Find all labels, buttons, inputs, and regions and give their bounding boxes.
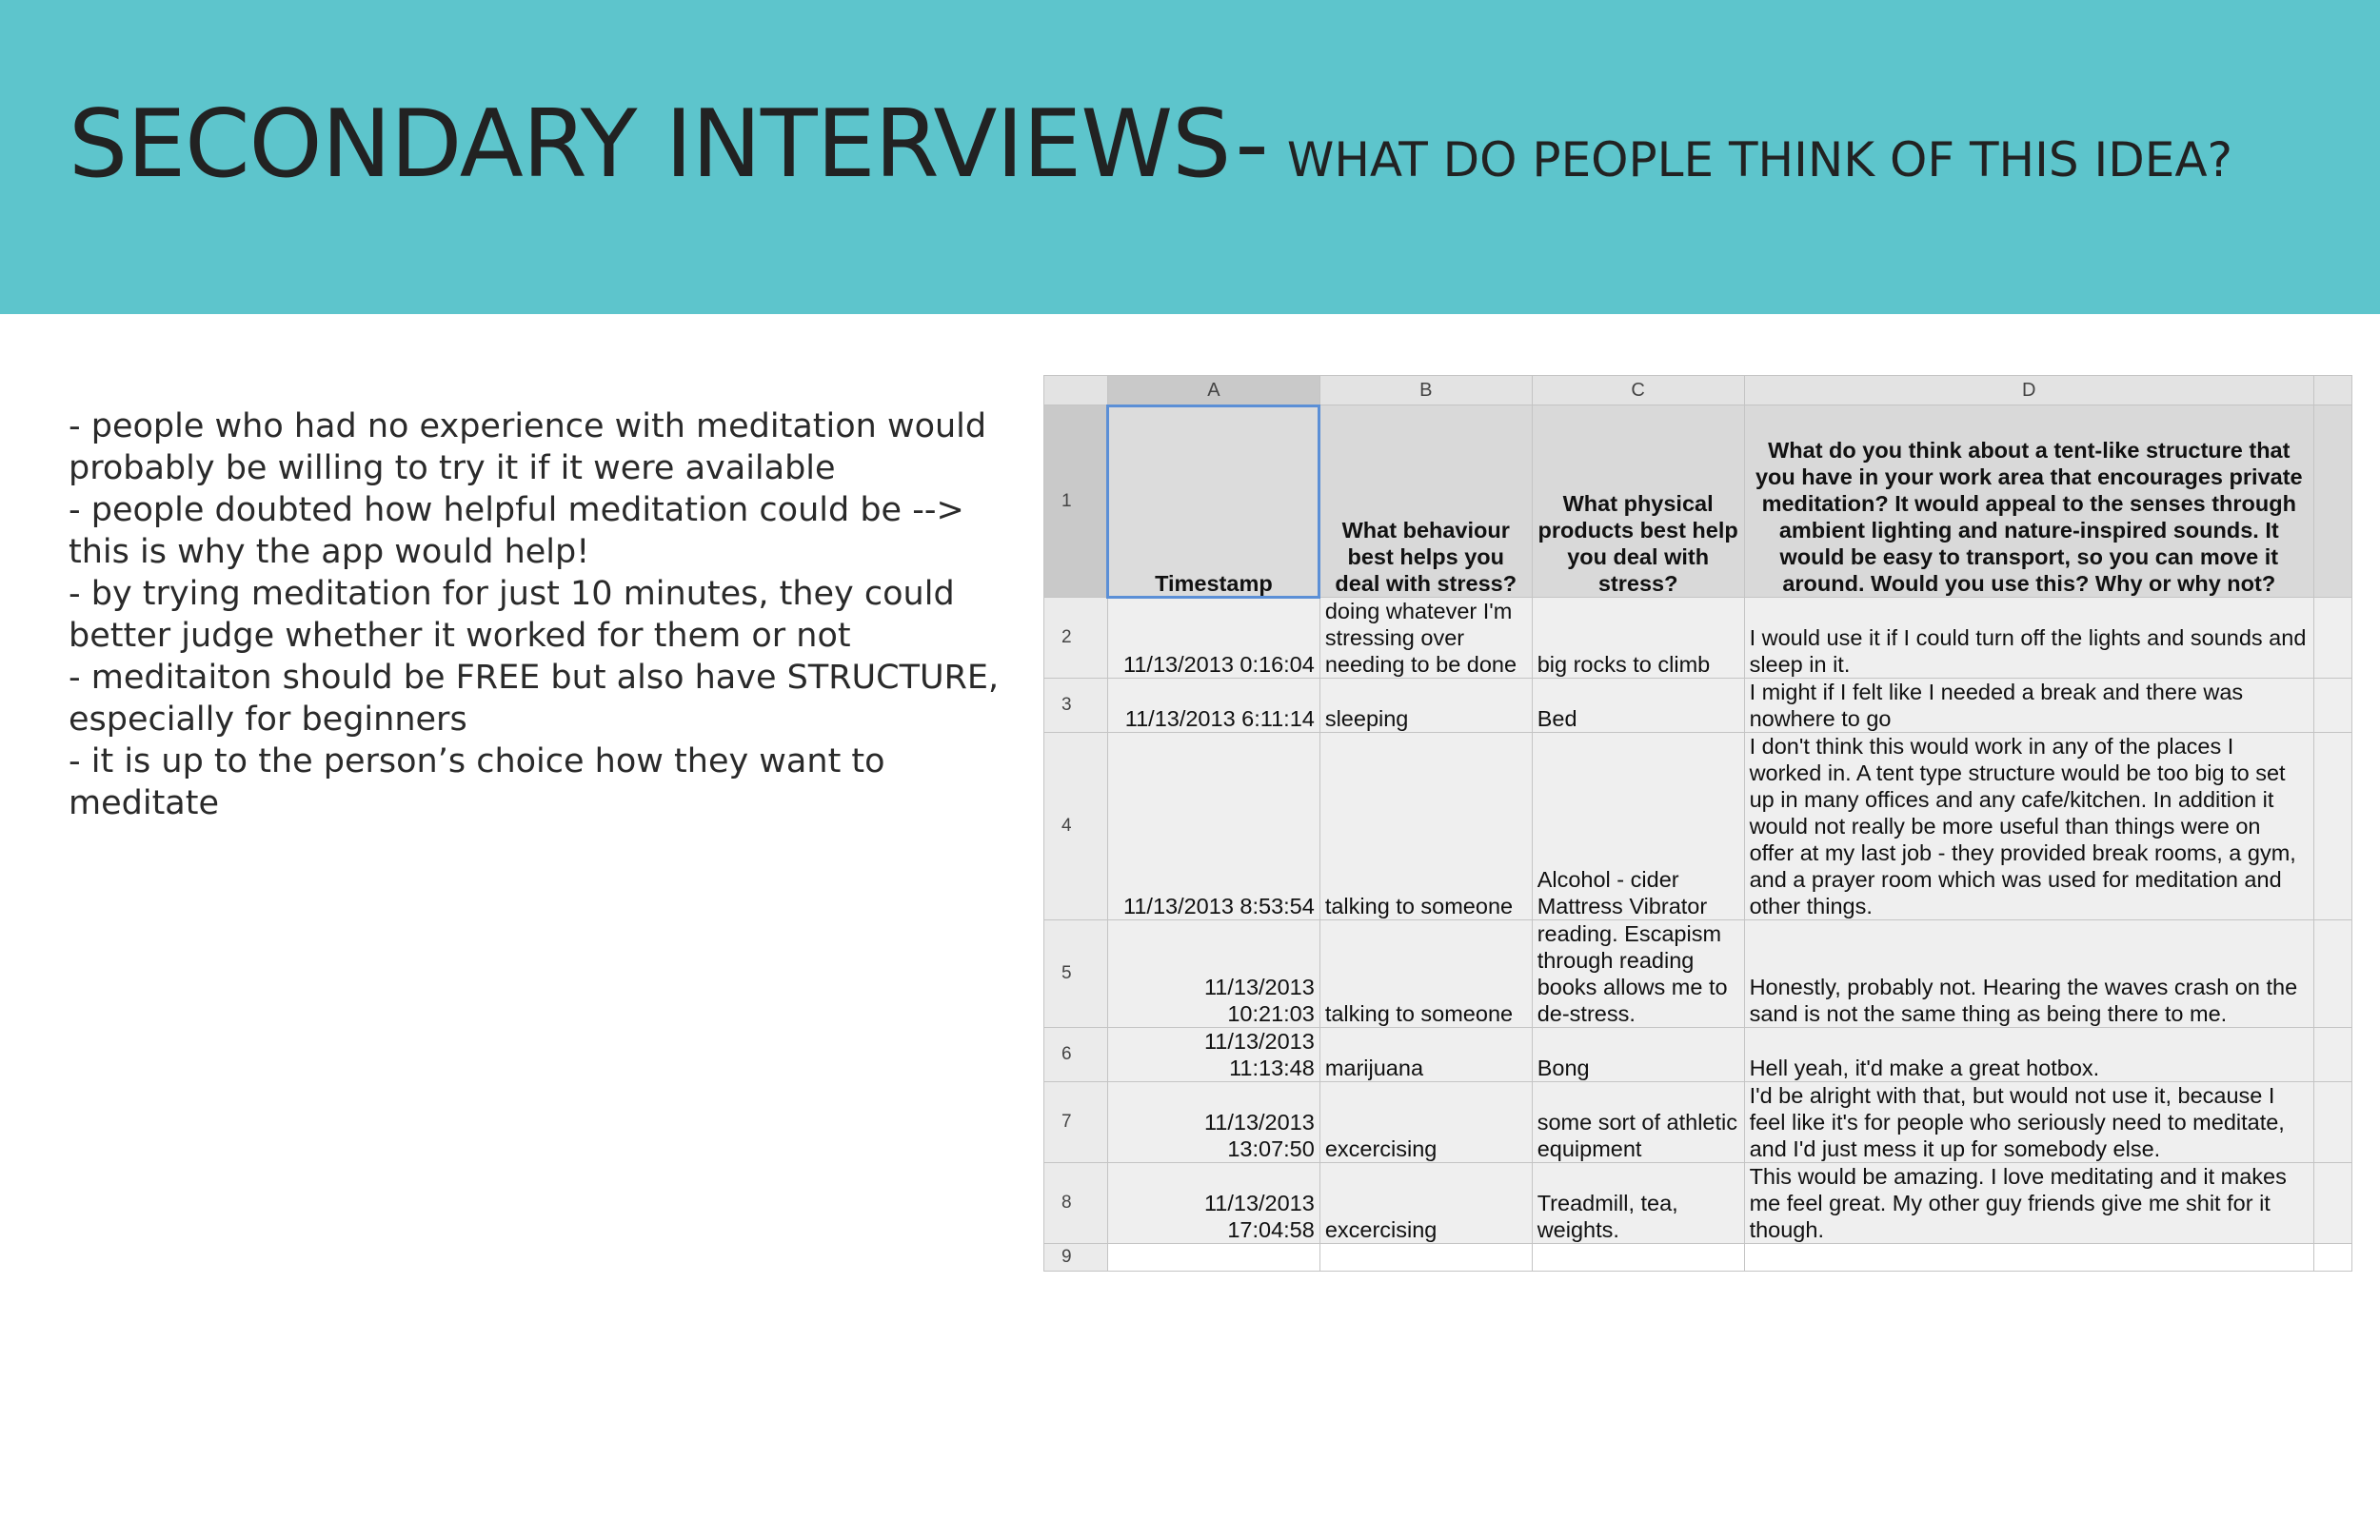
cell-behaviour[interactable]: excercising — [1319, 1163, 1532, 1244]
empty-cell[interactable] — [2313, 1028, 2351, 1082]
title-main: SECONDARY INTERVIEWS — [69, 90, 1231, 199]
finding-item: - it is up to the person’s choice how they want to meditate — [69, 742, 885, 822]
cell-behaviour[interactable]: excercising — [1319, 1082, 1532, 1163]
findings-list — [69, 405, 1030, 824]
row-number[interactable]: 8 — [1044, 1163, 1108, 1244]
table-row-empty — [1044, 1244, 2352, 1272]
table-row — [1044, 1163, 2352, 1244]
table-row — [1044, 733, 2352, 920]
header-cell-opinion[interactable]: What do you think about a tent-like structure that you have in your work area that encourages private meditation? It would appeal to the senses through ambient lighting and nature-inspired sounds. It would be easy to transport, so you can move it around. Would you use this? Why or why not? — [1744, 405, 2313, 598]
cell-timestamp[interactable]: 11/13/2013 10:21:03 — [1107, 920, 1319, 1028]
empty-cell[interactable] — [2313, 679, 2351, 733]
column-header-b[interactable]: B — [1319, 376, 1532, 405]
cell-opinion[interactable]: I don't think this would work in any of the places I worked in. A tent type structure would be too big to set up in many offices and any cafe/kitchen. In addition it would not really be more useful than things were on offer at my last job - they provided break rooms, a gym, and a prayer room which was used for meditation and other things. — [1744, 733, 2313, 920]
cell-timestamp[interactable]: 11/13/2013 17:04:58 — [1107, 1163, 1319, 1244]
title-subtitle: WHAT DO PEOPLE THINK OF THIS IDEA? — [1286, 132, 2233, 188]
empty-cell[interactable] — [2313, 920, 2351, 1028]
cell-products[interactable]: big rocks to climb — [1532, 598, 1744, 679]
row-number[interactable]: 1 — [1044, 405, 1108, 598]
cell-timestamp[interactable]: 11/13/2013 8:53:54 — [1107, 733, 1319, 920]
row-number[interactable]: 7 — [1044, 1082, 1108, 1163]
empty-cell[interactable] — [2313, 733, 2351, 920]
empty-cell[interactable] — [2313, 1082, 2351, 1163]
cell-opinion[interactable]: I might if I felt like I needed a break and there was nowhere to go — [1744, 679, 2313, 733]
header-banner — [0, 0, 2380, 314]
cell-timestamp[interactable]: 11/13/2013 11:13:48 — [1107, 1028, 1319, 1082]
cell-opinion[interactable]: Honestly, probably not. Hearing the waves crash on the sand is not the same thing as being there to me. — [1744, 920, 2313, 1028]
empty-cell[interactable] — [2313, 598, 2351, 679]
finding-item: - people doubted how helpful meditation could be --> this is why the app would help! — [69, 491, 964, 571]
row-number[interactable]: 9 — [1044, 1244, 1108, 1272]
title-separator: - — [1235, 90, 1269, 199]
empty-cell[interactable] — [2313, 1163, 2351, 1244]
cell-timestamp[interactable]: 11/13/2013 6:11:14 — [1107, 679, 1319, 733]
cell-behaviour[interactable]: sleeping — [1319, 679, 1532, 733]
cell-products[interactable]: Bed — [1532, 679, 1744, 733]
page-title — [69, 90, 2232, 199]
cell-opinion[interactable]: I would use it if I could turn off the lights and sounds and sleep in it. — [1744, 598, 2313, 679]
cell-products[interactable]: Treadmill, tea, weights. — [1532, 1163, 1744, 1244]
column-header-e[interactable] — [2313, 376, 2351, 405]
cell-opinion[interactable]: I'd be alright with that, but would not use it, because I feel like it's for people who seriously need to meditate, and I'd just mess it up for somebody else. — [1744, 1082, 2313, 1163]
table-row — [1044, 1028, 2352, 1082]
cell-behaviour[interactable]: talking to someone — [1319, 733, 1532, 920]
row-number[interactable]: 6 — [1044, 1028, 1108, 1082]
header-cell-products[interactable]: What physical products best help you deal with stress? — [1532, 405, 1744, 598]
empty-cell[interactable] — [2313, 405, 2351, 598]
survey-table — [1043, 375, 2352, 1272]
cell-products[interactable]: Bong — [1532, 1028, 1744, 1082]
table-row — [1044, 679, 2352, 733]
header-cell-behaviour[interactable]: What behaviour best helps you deal with stress? — [1319, 405, 1532, 598]
sheet-corner — [1044, 376, 1108, 405]
column-header-d[interactable]: D — [1744, 376, 2313, 405]
table-header-row — [1044, 405, 2352, 598]
row-number[interactable]: 4 — [1044, 733, 1108, 920]
row-number[interactable]: 3 — [1044, 679, 1108, 733]
empty-cell[interactable] — [1107, 1244, 1319, 1272]
cell-timestamp[interactable]: 11/13/2013 0:16:04 — [1107, 598, 1319, 679]
column-header-row — [1044, 376, 2352, 405]
finding-item: - people who had no experience with meditation would probably be willing to try it if it were available — [69, 407, 987, 487]
cell-behaviour[interactable]: marijuana — [1319, 1028, 1532, 1082]
column-header-a[interactable]: A — [1107, 376, 1319, 405]
empty-cell[interactable] — [1532, 1244, 1744, 1272]
table-row — [1044, 598, 2352, 679]
cell-products[interactable]: some sort of athletic equipment — [1532, 1082, 1744, 1163]
table-row — [1044, 920, 2352, 1028]
cell-behaviour[interactable]: doing whatever I'm stressing over needing to be done — [1319, 598, 1532, 679]
cell-opinion[interactable]: This would be amazing. I love meditating and it makes me feel great. My other guy friends give me shit for it though. — [1744, 1163, 2313, 1244]
column-header-c[interactable]: C — [1532, 376, 1744, 405]
finding-item: - by trying meditation for just 10 minutes, they could better judge whether it worked for them or not — [69, 575, 955, 655]
cell-products[interactable]: Alcohol - cider Mattress Vibrator — [1532, 733, 1744, 920]
row-number[interactable]: 2 — [1044, 598, 1108, 679]
empty-cell[interactable] — [2313, 1244, 2351, 1272]
cell-timestamp[interactable]: 11/13/2013 13:07:50 — [1107, 1082, 1319, 1163]
empty-cell[interactable] — [1319, 1244, 1532, 1272]
finding-item: - meditaiton should be FREE but also have STRUCTURE, especially for beginners — [69, 659, 1000, 739]
header-cell-timestamp[interactable]: Timestamp — [1107, 405, 1319, 598]
cell-products[interactable]: reading. Escapism through reading books allows me to de-stress. — [1532, 920, 1744, 1028]
row-number[interactable]: 5 — [1044, 920, 1108, 1028]
cell-behaviour[interactable]: talking to someone — [1319, 920, 1532, 1028]
cell-opinion[interactable]: Hell yeah, it'd make a great hotbox. — [1744, 1028, 2313, 1082]
table-row — [1044, 1082, 2352, 1163]
spreadsheet-screenshot — [1043, 375, 2352, 1270]
empty-cell[interactable] — [1744, 1244, 2313, 1272]
